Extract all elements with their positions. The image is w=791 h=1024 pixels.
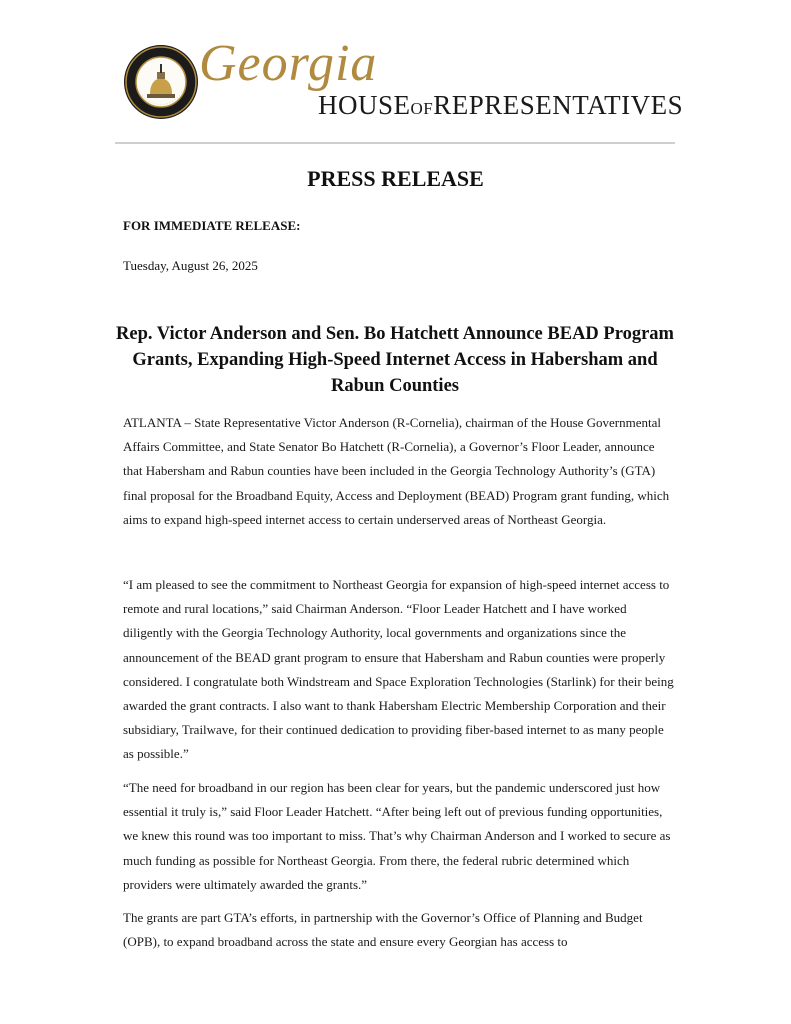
body-paragraph: The grants are part GTA’s efforts, in partnership with the Governor’s Office of Planning and Budget (OPB), to expand broadband across the state and ensure every Georgian has access to — [123, 910, 643, 950]
release-date: Tuesday, August 26, 2025 — [123, 258, 258, 273]
body-paragraph: ATLANTA – State Representative Victor Anderson (R-Cornelia), chairman of the House Governmental Affairs Committee, and State Senator Bo Hatchett (R-Cornelia), a Governor’s Floor Leader, announce that Habersham and Rabun counties have been included in the Georgia Technology Authority’s (GTA) final proposal for the Broadband Equity, Access and Deployment (BEAD) Program grant funding, which aims to expand high-speed internet access to certain underserved areas of Northeast Georgia. — [123, 415, 670, 527]
body-paragraph: “I am pleased to see the commitment to Northeast Georgia for expansion of high-speed internet access to remote and rural locations,” said Chairman Anderson. “Floor Leader Hatchett and I have worked diligently with the Georgia Technology Authority, local governments and organizations since the announcement of the BEAD grant program to ensure that Habersham and Rabun counties were properly considered. I congratulate both Windstream and Space Exploration Technologies (Starlink) for their being awarded the grant contracts. I also want to thank Habersham Electric Membership Corporation and their subsidiary, Trailwave, for their continued dedication to providing fiber-based internet to as many people as possible.” — [123, 577, 674, 762]
logo-house-of-representatives — [318, 92, 683, 119]
logo-georgia-script: Georgia — [199, 35, 378, 92]
headline: Rep. Victor Anderson and Sen. Bo Hatchett Announce BEAD Program Grants, Expanding High-Speed Internet Access in Habersham and Rabun Counties — [116, 324, 674, 396]
body-paragraph: “The need for broadband in our region has been clear for years, but the pandemic underscored just how essential it truly is,” said Floor Leader Hatchett. “After being left out of previous funding opportunities, we knew this round was too important to miss. That’s why Chairman Anderson and I worked to secure as much funding as possible for Northeast Georgia. From there, the federal rubric determined which providers were ultimately awarded the grants.” — [123, 780, 671, 892]
release-label: FOR IMMEDIATE RELEASE: — [123, 218, 301, 233]
header-divider — [115, 142, 675, 144]
page-title: PRESS RELEASE — [307, 166, 484, 191]
letterhead-logo — [123, 35, 684, 132]
logo-of-word: OF — [410, 99, 434, 118]
logo-house-word: HOUSE — [318, 90, 411, 120]
georgia-house-seal-icon — [123, 44, 199, 120]
logo-representatives-word: REPRESENTATIVES — [433, 90, 684, 120]
